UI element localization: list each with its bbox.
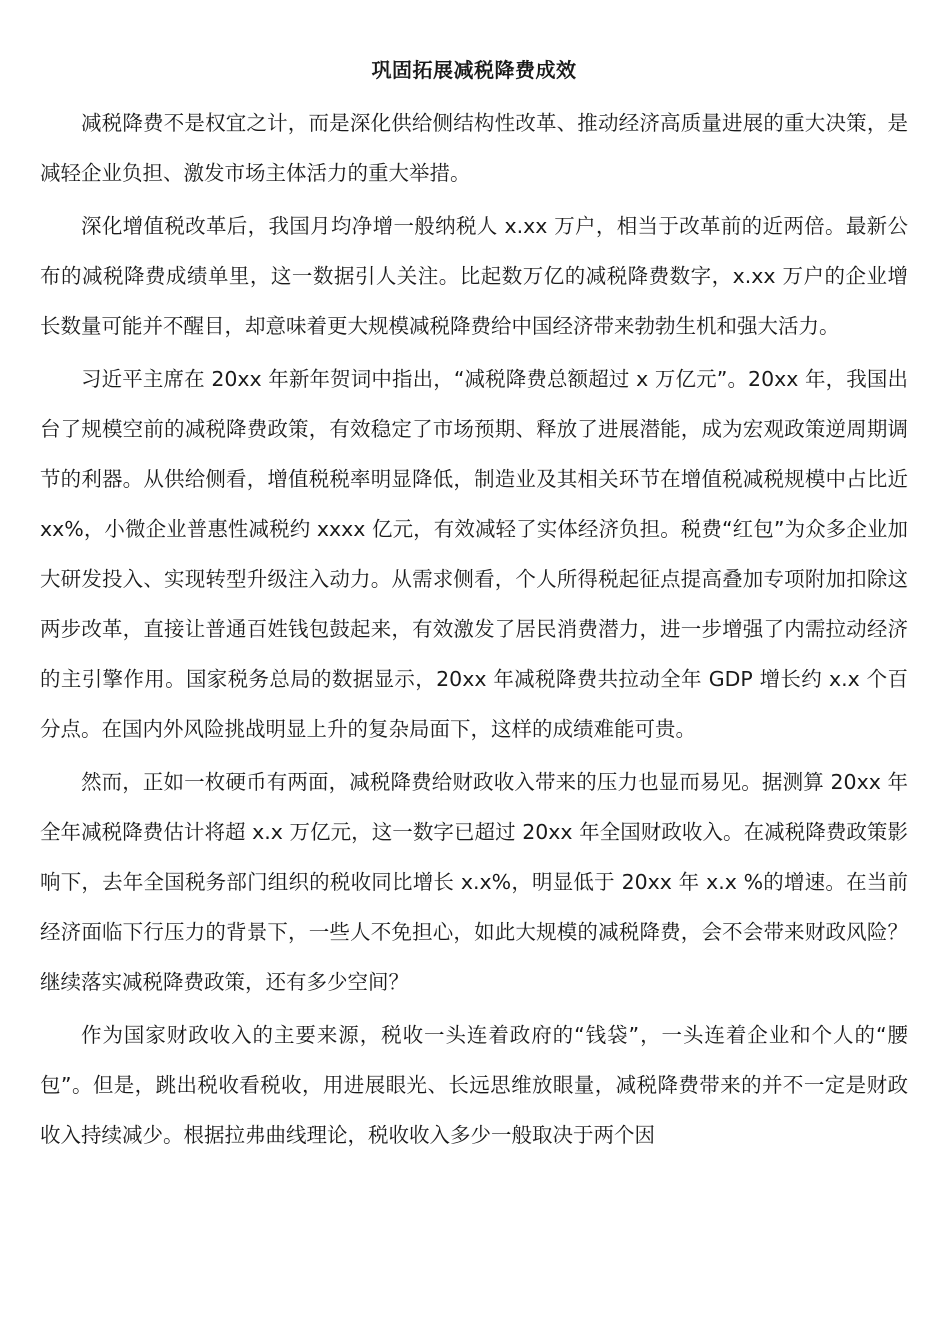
paragraph-3: 习近平主席在 20xx 年新年贺词中指出，“减税降费总额超过 x 万亿元”。20xx 年，我国出台了规模空前的减税降费政策，有效稳定了市场预期、释放了进展潜能，成为宏观政策逆周期调节的利器。从供给侧看，增值税税率明显降低，制造业及其相关环节在增值税减税规模中占比近 xx%，小微企业普惠性减税约 xxxx 亿元，有效减轻了实体经济负担。税费“红包”为众多企业加大研发投入、实现转型升级注入动力。从需求侧看，个人所得税起征点提高叠加专项附加扣除这两步改革，直接让普通百姓钱包鼓起来，有效激发了居民消费潜力，进一步增强了内需拉动经济的主引擎作用。国家税务总局的数据显示，20xx 年减税降费共拉动全年 GDP 增长约 x.x 个百分点。在国内外风险挑战明显上升的复杂局面下，这样的成绩难能可贵。 bbox=[40, 367, 908, 741]
paragraph-5: 作为国家财政收入的主要来源，税收一头连着政府的“钱袋”，一头连着企业和个人的“腰包”。但是，跳出税收看税收，用进展眼光、长远思维放眼量，减税降费带来的并不一定是财政收入持续减少。根据拉弗曲线理论，税收收入多少一般取决于两个因 bbox=[40, 1023, 908, 1147]
document-title: 巩固拓展减税降费成效 bbox=[371, 58, 577, 82]
paragraph-2: 深化增值税改革后，我国月均净增一般纳税人 x.xx 万户，相当于改革前的近两倍。最新公布的减税降费成绩单里，这一数据引人关注。比起数万亿的减税降费数字，x.xx 万户的企业增长数量可能并不醒目，却意味着更大规模减税降费给中国经济带来勃勃生机和强大活力。 bbox=[40, 214, 908, 338]
document-page bbox=[40, 52, 908, 1163]
paragraph-4: 然而，正如一枚硬币有两面，减税降费给财政收入带来的压力也显而易见。据测算 20xx 年全年减税降费估计将超 x.x 万亿元，这一数字已超过 20xx 年全国财政收入。在减税降费政策影响下，去年全国税务部门组织的税收同比增长 x.x%，明显低于 20xx 年 x.x %的增速。在当前经济面临下行压力的背景下，一些人不免担心，如此大规模的减税降费，会不会带来财政风险？继续落实减税降费政策，还有多少空间？ bbox=[40, 770, 908, 994]
paragraph-1: 减税降费不是权宜之计，而是深化供给侧结构性改革、推动经济高质量进展的重大决策，是减轻企业负担、激发市场主体活力的重大举措。 bbox=[40, 111, 908, 185]
